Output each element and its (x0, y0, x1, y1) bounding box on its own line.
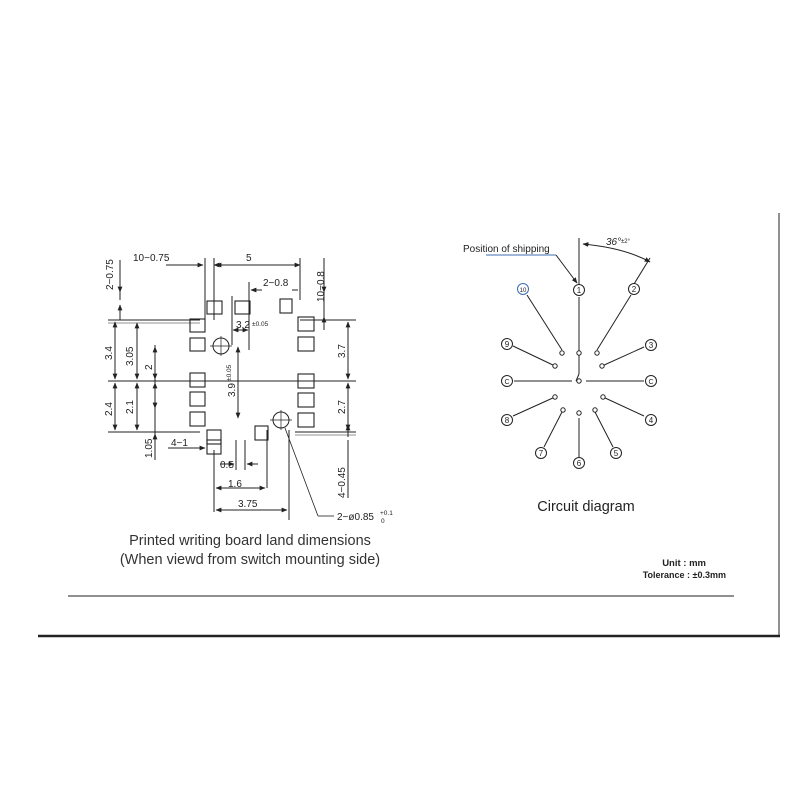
dim-2-08: 2−0.8 (263, 278, 289, 289)
dim-2-075: 2−0.75 (105, 259, 116, 290)
dim-2: 2 (144, 364, 155, 370)
land-caption-line1: Printed writing board land dimensions (129, 533, 371, 549)
terminal-label-4: 4 (648, 416, 654, 425)
dim-39-tol: ±0.05 (226, 364, 233, 381)
terminal-label-7: 7 (538, 449, 544, 458)
terminal-label-c-right: C (648, 379, 654, 386)
terminal-label-9: 9 (504, 340, 510, 349)
dim-hole: 2−ø0.85 (337, 512, 374, 523)
dim-21: 2.1 (125, 400, 136, 414)
shipping-position-label: Position of shipping (463, 244, 550, 255)
circuit-diagram (486, 238, 657, 469)
land-caption (90, 532, 410, 570)
rotation-angle-tolerance: ±2° (621, 239, 631, 245)
terminal-label-3: 3 (648, 341, 654, 350)
dim-37: 3.7 (337, 344, 348, 358)
terminal-label-10: 10 (519, 288, 527, 294)
circuit-diagram-title: Circuit diagram (537, 499, 635, 515)
dim-5: 5 (246, 253, 252, 264)
dim-305: 3.05 (125, 346, 136, 366)
terminal-label-5: 5 (613, 449, 619, 458)
dim-4-045: 4−0.45 (337, 467, 348, 498)
dim-24: 2.4 (104, 402, 115, 416)
dim-10-08: 10−0.8 (316, 271, 327, 302)
terminal-label-6: 6 (576, 459, 582, 468)
dim-32-tol: ±0.05 (252, 321, 269, 328)
dim-hole-tol-top: +0.1 (380, 510, 393, 517)
dim-10-075: 10−0.75 (133, 253, 170, 264)
land-caption-line2: (When viewd from switch mounting side) (119, 552, 381, 568)
tolerance-note: Tolerance : ±0.3mm (642, 570, 726, 580)
rotation-angle-label: 36° (606, 237, 622, 248)
terminal-label-2: 2 (631, 285, 637, 294)
dim-hole-tol-bot: 0 (381, 518, 385, 525)
dim-375: 3.75 (238, 499, 258, 510)
dim-27: 2.7 (337, 400, 348, 414)
dim-05: 0.5 (220, 460, 234, 471)
unit-note: Unit : mm (662, 558, 706, 569)
dim-4-1: 4−1 (171, 438, 188, 449)
dim-16: 1.6 (228, 479, 242, 490)
terminal-label-1: 1 (576, 286, 582, 295)
dim-39: 3.9 (227, 383, 238, 397)
dim-105: 1.05 (144, 438, 155, 458)
terminal-label-8: 8 (504, 416, 510, 425)
terminal-label-c-left: C (504, 379, 510, 386)
dim-32: 3.2 (236, 320, 250, 331)
dim-34: 3.4 (104, 346, 115, 360)
